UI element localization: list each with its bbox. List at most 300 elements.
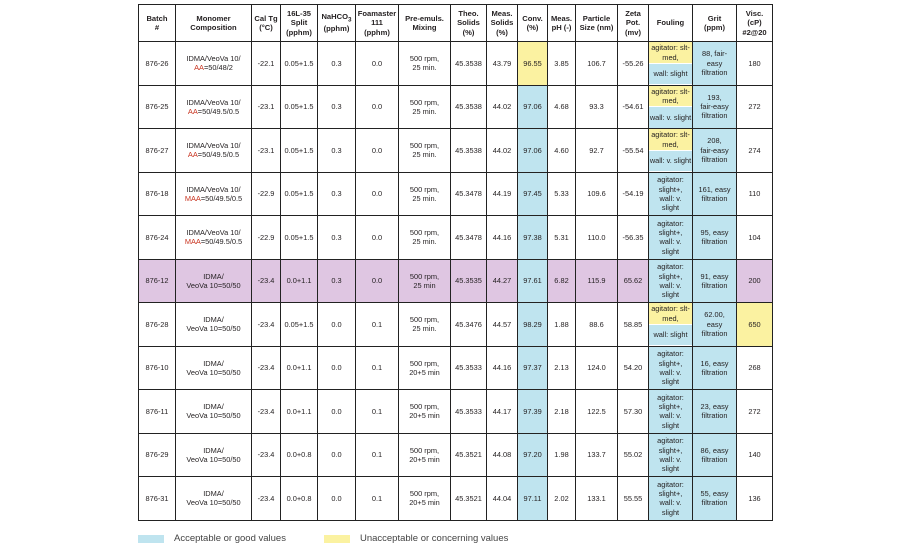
cell-cal-tg: -23.4	[252, 477, 281, 521]
cell-particle-size: 93.3	[576, 85, 618, 129]
cell-pre-emuls	[399, 216, 451, 260]
cell-zeta: -56.35	[618, 216, 649, 260]
cell-monomer	[176, 42, 252, 86]
cell-line: slight+,	[658, 184, 683, 194]
cell-nahco3: 0.3	[318, 172, 356, 216]
cell-monomer	[176, 259, 252, 303]
cell-particle-size: 92.7	[576, 129, 618, 173]
cell-split: 0.05+1.5	[281, 172, 318, 216]
cell-ph: 5.33	[548, 172, 576, 216]
cell-line: VeoVa 10=50/50	[186, 498, 241, 508]
cell-line: VeoVa 10=50/50	[186, 367, 241, 377]
cell-line: agitator:	[657, 436, 684, 446]
cell-zeta: -55.26	[618, 42, 649, 86]
cell-line: wall: v.	[659, 498, 682, 508]
cell-line: fair-easy	[700, 102, 729, 112]
monomer-ratio-line	[177, 63, 250, 72]
cell-monomer	[176, 346, 252, 390]
cell-line: 500 rpm,	[409, 97, 440, 107]
cell-zeta: -54.61	[618, 85, 649, 129]
cell-monomer	[176, 433, 252, 477]
header-theo-solids: Theo. Solids (%)	[451, 5, 487, 42]
cell-ph: 3.85	[548, 42, 576, 86]
cell-cal-tg: -23.1	[252, 129, 281, 173]
cell-zeta: -55.54	[618, 129, 649, 173]
cell-visc: 104	[737, 216, 773, 260]
cell-conv: 97.37	[518, 346, 548, 390]
cell-line: 20+5 min	[409, 454, 440, 464]
cell-ph: 1.88	[548, 303, 576, 347]
cell-visc: 274	[737, 129, 773, 173]
acid-label: AA	[187, 106, 198, 116]
legend-swatch-good	[138, 535, 164, 543]
monomer-ratio-line	[177, 107, 250, 116]
cell-foamaster: 0.0	[356, 216, 399, 260]
cell-batch: 876-18	[139, 172, 176, 216]
cell-line: 55, easy	[700, 489, 729, 498]
cell-line: 25 min.	[412, 63, 437, 73]
header-batch: Batch #	[139, 5, 176, 42]
cell-grit	[693, 346, 737, 390]
cell-visc: 140	[737, 433, 773, 477]
cell-line: 500 rpm,	[409, 271, 440, 281]
cell-line: 25 min	[413, 280, 436, 290]
cell-conv: 97.45	[518, 172, 548, 216]
cell-ph: 4.60	[548, 129, 576, 173]
cell-line: agitator:	[657, 218, 684, 228]
cell-split: 0.05+1.5	[281, 216, 318, 260]
cell-line: IDMA/	[203, 271, 224, 281]
cell-zeta: 57.30	[618, 390, 649, 434]
cell-split: 0.05+1.5	[281, 303, 318, 347]
cell-conv: 97.38	[518, 216, 548, 260]
cell-line: slight	[661, 464, 680, 473]
table-row	[139, 42, 773, 86]
cell-nahco3: 0.0	[318, 346, 356, 390]
fouling-wall: wall: slight	[649, 63, 692, 85]
cell-pre-emuls	[399, 346, 451, 390]
cell-pre-emuls	[399, 172, 451, 216]
cell-fouling	[649, 259, 693, 303]
cell-line: filtration	[701, 111, 728, 121]
cell-monomer	[176, 85, 252, 129]
cell-split: 0.0+0.8	[281, 477, 318, 521]
cell-particle-size: 122.5	[576, 390, 618, 434]
cell-pre-emuls	[399, 477, 451, 521]
cell-split: 0.05+1.5	[281, 129, 318, 173]
cell-batch: 876-24	[139, 216, 176, 260]
cell-line: slight+,	[658, 358, 683, 368]
cell-theo-solids: 45.3521	[451, 433, 487, 477]
cell-pre-emuls	[399, 433, 451, 477]
cell-cal-tg: -22.1	[252, 42, 281, 86]
cell-line: 25 min.	[412, 150, 437, 160]
cell-cal-tg: -23.4	[252, 433, 281, 477]
cell-line: IDMA/	[203, 315, 224, 324]
fouling-agitator: agitator: slt-med,	[649, 42, 692, 63]
table-row	[139, 216, 773, 260]
cell-pre-emuls	[399, 42, 451, 86]
ratio-label: =50/49.5/0.5	[200, 193, 243, 203]
cell-line: 25 min.	[412, 193, 437, 203]
header-fouling: Fouling	[649, 5, 693, 42]
cell-conv: 97.11	[518, 477, 548, 521]
cell-cal-tg: -23.4	[252, 303, 281, 347]
cell-line: slight	[661, 290, 680, 299]
cell-line: agitator:	[657, 262, 684, 272]
ratio-label: =50/49.5/0.5	[200, 237, 243, 247]
cell-line: IDMA/VeoVa 10/	[186, 228, 241, 237]
table-row	[139, 129, 773, 173]
monomer-ratio-line	[177, 150, 250, 159]
cell-line: VeoVa 10=50/50	[186, 454, 241, 464]
cell-line: wall: v.	[659, 367, 682, 377]
cell-line: slight	[661, 246, 680, 256]
table-row	[139, 477, 773, 521]
fouling-wall: wall: v. slight	[649, 150, 692, 172]
cell-grit	[693, 129, 737, 173]
cell-theo-solids: 45.3478	[451, 216, 487, 260]
cell-line: VeoVa 10=50/50	[186, 324, 241, 334]
cell-foamaster: 0.0	[356, 129, 399, 173]
cell-foamaster: 0.1	[356, 390, 399, 434]
fouling-agitator: agitator: slt-med,	[649, 129, 692, 150]
header-conv: Conv. (%)	[518, 5, 548, 42]
cell-line: wall: v.	[659, 454, 682, 464]
cell-ph: 2.13	[548, 346, 576, 390]
legend-bad-label: Unacceptable or concerning values	[359, 533, 509, 544]
cell-meas-solids: 44.17	[487, 390, 518, 434]
header-split: 16L-35 Split (pphm)	[281, 5, 318, 42]
cell-line: IDMA/VeoVa 10/	[186, 54, 241, 63]
cell-line: IDMA/	[203, 402, 224, 411]
cell-batch: 876-25	[139, 85, 176, 129]
cell-meas-solids: 44.02	[487, 85, 518, 129]
cell-line: VeoVa 10=50/50	[186, 280, 241, 290]
cell-zeta: 55.02	[618, 433, 649, 477]
cell-line: agitator:	[657, 349, 684, 359]
cell-monomer	[176, 172, 252, 216]
cell-pre-emuls	[399, 259, 451, 303]
cell-line: IDMA/	[203, 489, 224, 498]
cell-fouling	[649, 42, 693, 86]
cell-pre-emuls	[399, 85, 451, 129]
cell-visc: 200	[737, 259, 773, 303]
cell-split: 0.0+0.8	[281, 433, 318, 477]
table-row	[139, 303, 773, 347]
cell-line: 500 rpm,	[409, 184, 440, 194]
cell-line: IDMA/VeoVa 10/	[186, 97, 241, 107]
cell-line: 500 rpm,	[409, 445, 440, 455]
header-meas-solids: Meas. Solids (%)	[487, 5, 518, 42]
cell-grit	[693, 85, 737, 129]
cell-ph: 2.02	[548, 477, 576, 521]
cell-split: 0.05+1.5	[281, 85, 318, 129]
ratio-label: =50/49.5/0.5	[197, 150, 240, 160]
cell-ph: 6.82	[548, 259, 576, 303]
cell-theo-solids: 45.3476	[451, 303, 487, 347]
cell-line: 500 rpm,	[409, 228, 440, 237]
cell-line: filtration	[701, 193, 728, 203]
cell-line: 500 rpm,	[409, 54, 440, 63]
cell-nahco3: 0.3	[318, 129, 356, 173]
cell-line: slight+,	[658, 228, 683, 237]
cell-foamaster: 0.1	[356, 346, 399, 390]
cell-line: 88, fair-	[701, 49, 728, 59]
cell-line: IDMA/VeoVa 10/	[186, 184, 241, 194]
cell-line: slight+,	[658, 489, 683, 498]
emulsion-results-table	[138, 4, 773, 521]
cell-line: filtration	[701, 67, 728, 77]
cell-nahco3: 0.3	[318, 259, 356, 303]
cell-batch: 876-27	[139, 129, 176, 173]
table-row	[139, 259, 773, 303]
cell-fouling	[649, 172, 693, 216]
cell-nahco3: 0.0	[318, 477, 356, 521]
cell-meas-solids: 44.16	[487, 346, 518, 390]
cell-pre-emuls	[399, 390, 451, 434]
header-visc: Visc. (cP) #2@20	[737, 5, 773, 42]
cell-line: IDMA/	[203, 358, 224, 368]
legend-bad	[324, 533, 508, 544]
cell-meas-solids: 44.16	[487, 216, 518, 260]
cell-line: 20+5 min	[409, 498, 440, 508]
table-row	[139, 172, 773, 216]
cell-line: 500 rpm,	[409, 141, 440, 150]
cell-particle-size: 115.9	[576, 259, 618, 303]
cell-foamaster: 0.0	[356, 42, 399, 86]
cell-line: 500 rpm,	[409, 358, 440, 368]
table-row	[139, 85, 773, 129]
cell-foamaster: 0.1	[356, 303, 399, 347]
cell-meas-solids: 44.19	[487, 172, 518, 216]
cell-line: slight	[661, 420, 680, 430]
results-table-container	[138, 4, 772, 521]
cell-foamaster: 0.0	[356, 259, 399, 303]
cell-theo-solids: 45.3521	[451, 477, 487, 521]
cell-line: filtration	[701, 498, 728, 508]
cell-nahco3: 0.3	[318, 85, 356, 129]
cell-foamaster: 0.1	[356, 433, 399, 477]
cell-conv: 97.06	[518, 85, 548, 129]
cell-line: 86, easy	[700, 445, 729, 455]
cell-particle-size: 106.7	[576, 42, 618, 86]
cell-line: 91, easy	[700, 271, 729, 281]
cell-ph: 4.68	[548, 85, 576, 129]
cell-ph: 5.31	[548, 216, 576, 260]
table-row	[139, 346, 773, 390]
cell-line: filtration	[701, 280, 728, 290]
cell-fouling	[649, 477, 693, 521]
header-particle-size: Particle Size (nm)	[576, 5, 618, 42]
cell-conv: 98.29	[518, 303, 548, 347]
cell-line: filtration	[701, 237, 728, 247]
cell-foamaster: 0.0	[356, 172, 399, 216]
cell-line: IDMA/VeoVa 10/	[186, 141, 241, 150]
cell-particle-size: 133.1	[576, 477, 618, 521]
cell-batch: 876-29	[139, 433, 176, 477]
legend-good	[138, 533, 286, 544]
cell-line: 25 min.	[412, 237, 437, 247]
cell-line: filtration	[701, 154, 728, 164]
cell-grit	[693, 172, 737, 216]
cell-meas-solids: 44.08	[487, 433, 518, 477]
cell-nahco3: 0.3	[318, 216, 356, 260]
cell-line: 20+5 min	[409, 367, 440, 377]
cell-line: 500 rpm,	[409, 402, 440, 411]
cell-nahco3: 0.3	[318, 42, 356, 86]
cell-ph: 2.18	[548, 390, 576, 434]
cell-line: slight+,	[658, 445, 683, 455]
cell-line: wall: v.	[659, 280, 682, 290]
cell-visc: 136	[737, 477, 773, 521]
cell-line: slight	[661, 203, 680, 212]
cell-line: 20+5 min	[409, 411, 440, 421]
fouling-split	[649, 303, 692, 345]
cell-grit	[693, 390, 737, 434]
header-pre-emuls: Pre-emuls. Mixing	[399, 5, 451, 42]
cell-line: 208,	[707, 136, 722, 146]
table-row	[139, 433, 773, 477]
cell-zeta: 58.85	[618, 303, 649, 347]
header-ph: Meas. pH (-)	[548, 5, 576, 42]
cell-line: filtration	[701, 454, 728, 464]
cell-nahco3: 0.0	[318, 433, 356, 477]
cell-line: 23, easy	[700, 402, 729, 411]
cell-zeta: 55.55	[618, 477, 649, 521]
cell-theo-solids: 45.3538	[451, 85, 487, 129]
cell-nahco3: 0.0	[318, 303, 356, 347]
cell-zeta: 54.20	[618, 346, 649, 390]
cell-theo-solids: 45.3538	[451, 129, 487, 173]
cell-visc: 272	[737, 390, 773, 434]
cell-grit	[693, 42, 737, 86]
cell-visc: 110	[737, 172, 773, 216]
cell-grit	[693, 433, 737, 477]
cell-line: agitator:	[657, 479, 684, 489]
cell-theo-solids: 45.3533	[451, 346, 487, 390]
cell-visc: 272	[737, 85, 773, 129]
cell-batch: 876-28	[139, 303, 176, 347]
cell-line: 25 min.	[412, 324, 437, 334]
cell-line: VeoVa 10=50/50	[186, 411, 241, 421]
cell-line: IDMA/	[203, 445, 224, 455]
cell-meas-solids: 44.27	[487, 259, 518, 303]
cell-line: slight	[661, 507, 680, 517]
cell-line: slight+,	[658, 271, 683, 281]
cell-fouling	[649, 303, 693, 347]
cell-fouling	[649, 390, 693, 434]
monomer-ratio-line	[177, 237, 250, 246]
acid-label: MAA	[184, 193, 201, 203]
cell-line: filtration	[701, 328, 728, 338]
cell-line: 95, easy	[700, 228, 729, 237]
cell-line: fair-easy	[700, 145, 729, 155]
cell-cal-tg: -23.4	[252, 259, 281, 303]
cell-pre-emuls	[399, 129, 451, 173]
fouling-split	[649, 86, 692, 128]
legend	[138, 533, 546, 544]
cell-grit	[693, 216, 737, 260]
cell-grit	[693, 303, 737, 347]
cell-meas-solids: 44.02	[487, 129, 518, 173]
cell-visc: 180	[737, 42, 773, 86]
cell-conv: 97.06	[518, 129, 548, 173]
cell-foamaster: 0.1	[356, 477, 399, 521]
cell-theo-solids: 45.3478	[451, 172, 487, 216]
cell-line: 193,	[707, 92, 722, 102]
cell-cal-tg: -23.1	[252, 85, 281, 129]
cell-fouling	[649, 433, 693, 477]
cell-monomer	[176, 129, 252, 173]
cell-fouling	[649, 216, 693, 260]
cell-meas-solids: 44.04	[487, 477, 518, 521]
fouling-wall: wall: v. slight	[649, 106, 692, 128]
cell-monomer	[176, 303, 252, 347]
legend-swatch-bad	[324, 535, 350, 543]
header-zeta: Zeta Pot. (mv)	[618, 5, 649, 42]
acid-label: AA	[187, 150, 198, 160]
acid-label: AA	[194, 63, 204, 73]
cell-particle-size: 133.7	[576, 433, 618, 477]
acid-label: MAA	[184, 237, 201, 247]
header-grit: Grit (ppm)	[693, 5, 737, 42]
cell-grit	[693, 259, 737, 303]
cell-nahco3: 0.0	[318, 390, 356, 434]
fouling-agitator: agitator: slt-med,	[649, 86, 692, 107]
cell-line: slight	[661, 377, 680, 386]
cell-line: 500 rpm,	[409, 315, 440, 324]
cell-ph: 1.98	[548, 433, 576, 477]
header-row	[139, 5, 773, 42]
cell-theo-solids: 45.3538	[451, 42, 487, 86]
cell-theo-solids: 45.3535	[451, 259, 487, 303]
cell-cal-tg: -22.9	[252, 172, 281, 216]
table-row	[139, 390, 773, 434]
cell-line: filtration	[701, 411, 728, 421]
cell-conv: 97.61	[518, 259, 548, 303]
cell-pre-emuls	[399, 303, 451, 347]
cell-line: wall: v.	[659, 411, 682, 421]
cell-foamaster: 0.0	[356, 85, 399, 129]
cell-monomer	[176, 216, 252, 260]
cell-fouling	[649, 85, 693, 129]
header-nahco3: NaHCO$_3$ (pphm)	[318, 5, 356, 42]
cell-split: 0.0+1.1	[281, 390, 318, 434]
cell-batch: 876-26	[139, 42, 176, 86]
cell-conv: 96.55	[518, 42, 548, 86]
header-monomer: Monomer Composition	[176, 5, 252, 42]
cell-conv: 97.39	[518, 390, 548, 434]
fouling-agitator: agitator: slt-med,	[649, 303, 692, 324]
header-foamaster: Foamaster 111 (pphm)	[356, 5, 399, 42]
cell-fouling	[649, 346, 693, 390]
cell-line: easy	[706, 58, 723, 68]
cell-fouling	[649, 129, 693, 173]
cell-theo-solids: 45.3533	[451, 390, 487, 434]
cell-particle-size: 110.0	[576, 216, 618, 260]
cell-line: 16, easy	[700, 358, 729, 368]
cell-meas-solids: 44.57	[487, 303, 518, 347]
monomer-ratio-line	[177, 194, 250, 203]
cell-zeta: 65.62	[618, 259, 649, 303]
cell-line: 500 rpm,	[409, 489, 440, 498]
cell-particle-size: 109.6	[576, 172, 618, 216]
legend-good-label: Acceptable or good values	[174, 533, 286, 544]
fouling-split	[649, 129, 692, 171]
cell-line: easy	[706, 319, 723, 329]
cell-batch: 876-11	[139, 390, 176, 434]
